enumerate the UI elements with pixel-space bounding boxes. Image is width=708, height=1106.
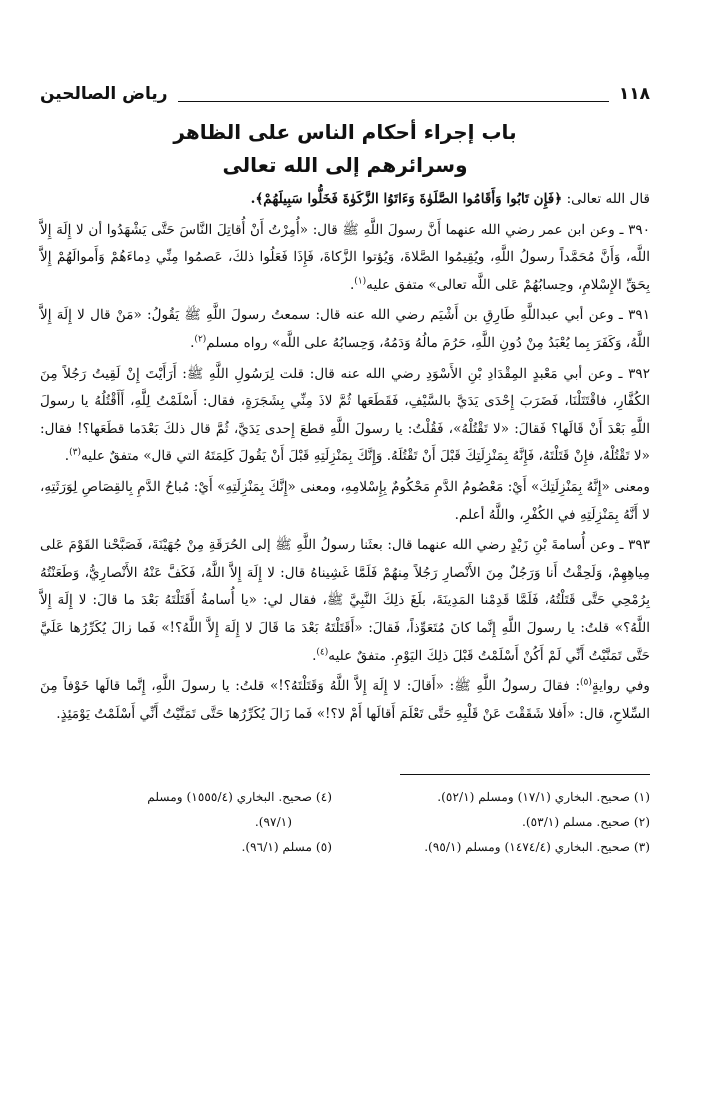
hadith-paragraph: ٣٩٢ ـ وعن أبي مَعْبدٍ المِقْدَادِ بْنِ الأَسْوَدِ رضي الله عنه قال: قلت لِرَسُولِ اللَّهِ ﷺ: أَرَأَيْتَ إِنْ لَقِيتُ رَجُلاً مِنَ الكُفَّارِ، فاقْتَتَلْنَا، فَضَرَبَ إِحْدَى يَدَيَّ بالسَّيْفِ، فَقَطَعَها ثُمَّ لاذَ مِنِّي بِشَجَرَةٍ، فقال: أَسْلَمْتُ لِلَّهِ، أَأَقْتُلُهُ يا رسولَ اللَّهِ بَعْدَ أَنْ قَالَها؟ فَقالَ: «لا تَقْتُلْهُ»، فَقُلْتُ: يا رسولَ اللَّهِ قطعَ إِحدى يَدَيَّ، ثُمَّ قال ذلكَ بَعْدَما قطَعَها؟! فقال: «لا تَقْتُلْهُ، فإِنْ قَتَلْتَهُ، فَإِنَّهُ بِمَنْزِلَتِكَ قَبْلَ أَنْ تَقْتُلَهُ. وَإِنَّكَ بِمَنْزِلَتِهِ قَبْلَ أَنْ يَقُولَ كَلِمَتَهُ التي قال» متفقٌ عليه$^{(٣)}$.	[40, 365, 650, 465]
footnote-ref: (٣)	[69, 447, 81, 458]
hadith-paragraph: ٣٩١ ـ وعن أبي عبداللَّهِ طَارِقِ بن أَشْيَم رضي الله عنه قال: سمعتُ رسولَ اللَّهِ ﷺ يَقُولُ: «مَنْ قال لا إِلَهَ إِلاَّ اللَّهُ، وَكَفَرَ بِما يُعْبَدُ مِنْ دُونِ اللَّهِ، حَرُمَ مالُهُ وَدَمُهُ، وَحِسابُهُ على اللَّه» رواه مسلم$^{(٢)}$.	[40, 307, 650, 351]
footnotes-right-column	[358, 785, 650, 860]
narration-paragraph	[40, 673, 650, 728]
main-text	[40, 186, 650, 728]
hadith-text: ـ وعن أبي عبداللَّهِ طَارِقِ بن أَشْيَم رضي الله عنه قال: سمعتُ رسولَ اللَّهِ ﷺ يَقُولُ: «مَنْ قال لا إِلَهَ إِلاَّ اللَّهُ، وَكَفَرَ بِما يُعْبَدُ مِنْ دُونِ اللَّهِ، حَرُمَ مالُهُ وَدَمُهُ، وَحِسابُهُ على اللَّه» رواه مسلم	[40, 307, 650, 351]
narration-text: : فقالَ رسولُ اللَّهِ ﷺ: «أَقالَ: لا إِلَهَ إِلاَّ اللَّهُ وَقَتَلْتَهُ؟!» قلتُ: يا رسولَ اللَّهِ، إِنَّما قالَها خَوْفاً مِنَ السِّلاحِ، قال: «أَفلا شَقَقْتَ عَنْ قَلْبِهِ حَتَّى تَعْلَمَ أَقالَها أَمْ لا؟!» فَما زَالَ يُكَرِّرُها حَتَّى تَمَنَّيْتُ أَنِّي أَسْلَمْتُ يَوْمَئِذٍ.	[40, 678, 650, 722]
footnote-item: (٤) صحيح. البخاري (١٥٥٥/٤) ومسلم	[147, 790, 332, 805]
hadith-number: ٣٩٢	[628, 365, 650, 382]
footnote-rule	[400, 774, 650, 775]
footnote-item: (٢) صحيح. مسلم (٥٣/١).	[521, 815, 650, 830]
explanation-paragraph: ومعنى «إِنَّهُ بِمَنْزِلَتِكَ» أَيْ: مَعْصُومُ الدَّمِ مَحْكُومٌ بِإِسْلامِهِ، ومعنى «إِنَّكَ بِمَنْزِلَتِهِ» أَيْ: مُباحُ الدَّمِ بِالقِصَاصِ لِوَرَثَتِهِ، لا أَنَّهُ بِمَنْزِلَتِهِ في الكُفْرِ، واللَّهُ أعلم.	[40, 478, 650, 523]
footnote-item: (١) صحيح. البخاري (١٧/١) ومسلم (٥٢/١).	[437, 790, 650, 805]
footnote-item: (٥) مسلم (٩٦/١).	[241, 840, 332, 855]
hadith-number: ٣٩١	[628, 307, 650, 324]
hadith-number: ٣٩٣	[628, 537, 650, 554]
page-number: ١١٨	[618, 84, 650, 104]
page-header	[40, 78, 650, 110]
footnotes-left-column	[40, 785, 332, 860]
hadith-text: ـ وعن أبي مَعْبدٍ المِقْدَادِ بْنِ الأَسْوَدِ رضي الله عنه قال: قلت لِرَسُولِ اللَّهِ ﷺ: أَرَأَيْتَ إِنْ لَقِيتُ رَجُلاً مِنَ الكُفَّارِ، فاقْتَتَلْنَا، فَضَرَبَ إِحْدَى يَدَيَّ بالسَّيْفِ، فَقَطَعَها ثُمَّ لاذَ مِنِّي بِشَجَرَةٍ، فقال: أَسْلَمْتُ لِلَّهِ، أَأَقْتُلُهُ يا رسولَ اللَّهِ بَعْدَ أَنْ قَالَها؟ فَقالَ: «لا تَقْتُلْهُ»، فَقُلْتُ: يا رسولَ اللَّهِ قطعَ إِحدى يَدَيَّ، ثُمَّ قال ذلكَ بَعْدَما قطَعَها؟! فقال: «لا تَقْتُلْهُ، فإِنْ قَتَلْتَهُ، فَإِنَّهُ بِمَنْزِلَتِكَ قَبْلَ أَنْ تَقْتُلَهُ. وَإِنَّكَ بِمَنْزِلَتِهِ قَبْلَ أَنْ يَقُولَ كَلِمَتَهُ التي قال» متفقٌ عليه	[40, 365, 650, 465]
footnote-ref: (٥)	[580, 677, 592, 688]
chapter-title-line1: باب إجراء أحكام الناس على الظاهر	[173, 120, 517, 144]
header-rule	[178, 101, 609, 102]
book-title: رياض الصالحين	[40, 84, 168, 104]
footnotes	[40, 785, 650, 860]
hadith-paragraph: ٣٩٣ ـ وعن أُسامةَ بْنِ زَيْدٍ رضي الله عنهما قال: بعثَنا رسولُ اللَّهِ ﷺ إلى الحُرَقَةِ مِنْ جُهَيْنَةَ، فَصَبَّحْنا القَوْمَ عَلى مِياهِهِمْ، وَلَحِقْتُ أَنا وَرَجُلٌ مِنَ الأَنْصارِ رَجُلاً مِنهُمْ فَلَمَّا غَشِيناهُ قال: لا إِلَهَ إِلاَّ اللَّهُ، فَكَفَّ عَنْهُ الأَنْصارِيُّ، وَطَعَنْتُهُ بِرُمْحِي حَتَّى قَتَلْتُهُ، فَلَمَّا قَدِمْنا المَدِينَةَ، بلَغَ ذلِكَ النَّبِيَّ ﷺ، فقال لي: «يا أُسامةُ أَقَتَلْتَهُ بَعْدَ ما قالَ: لا إِلَهَ إِلاَّ اللَّهُ؟» قلتُ: يا رسولَ اللَّهِ إِنَّما كانَ مُتَعَوِّذاً، فَقالَ: «أَقَتَلْتَهُ بَعْدَ مَا قَالَ لا إِلَهَ إِلاَّ اللَّهُ؟!» فَما زالَ يُكَرِّرُها عَلَيَّ حَتَّى تَمَنَّيْتُ أَنِّي لَمْ أَكُنْ أَسْلَمْتُ قَبْلَ ذلِكَ اليَوْمِ. متفقٌ عليه$^{(٤)}$.	[40, 537, 650, 664]
intro-paragraph	[40, 186, 650, 214]
hadith-paragraph: ٣٩٠ ـ وعن ابن عمر رضي الله عنهما أَنَّ رسولَ اللَّهِ ﷺ قال: «أُمِرْتُ أَنْ أُقاتِلَ النَّاسَ حَتَّى يَشْهَدُوا أن لا إِلَهَ إِلاَّ اللَّه، وَأَنَّ مُحَمَّداً رسولُ اللَّهِ، ويُقِيمُوا الصَّلاةَ، وَيُؤتوا الزَّكاةَ، فَإِذَا فَعَلُوا ذلكَ، عَصمُوا مِنِّي دِماءَهُمْ وَأَموالَهُمْ إِلاَّ بِحَقِّ الإِسْلامِ، وحِسابُهُمْ عَلى اللَّه تعالى» متفق عليه$^{(١)}$.	[40, 221, 650, 293]
chapter-title-line2: وسرائرهم إلى الله تعالى	[222, 153, 468, 177]
chapter-title	[40, 116, 650, 182]
footnote-item: (٩٧/١).	[254, 815, 292, 830]
hadith-number: ٣٩٠	[628, 221, 650, 238]
hadith-text: ـ وعن ابن عمر رضي الله عنهما أَنَّ رسولَ اللَّهِ ﷺ قال: «أُمِرْتُ أَنْ أُقاتِلَ النَّاسَ حَتَّى يَشْهَدُوا أن لا إِلَهَ إِلاَّ اللَّه، وَأَنَّ مُحَمَّداً رسولُ اللَّهِ، ويُقِيمُوا الصَّلاةَ، وَيُؤتوا الزَّكاةَ، فَإِذَا فَعَلُوا ذلكَ، عَصمُوا مِنِّي دِماءَهُمْ وَأَموالَهُمْ إِلاَّ بِحَقِّ الإِسْلامِ، وحِسابُهُمْ عَلى اللَّه تعالى» متفق عليه	[40, 221, 650, 293]
quran-verse: ﴿فَإِن تَابُوا وَأَقَامُوا الصَّلَوٰةَ وَءَاتَوُا الزَّكَوٰةَ فَخَلُّوا سَبِيلَهُمْ﴾.	[250, 191, 563, 207]
footnote-ref: (٢)	[194, 334, 207, 345]
footnote-item: (٣) صحيح. البخاري (١٤٧٤/٤) ومسلم (٩٥/١).	[424, 840, 650, 855]
intro-lead: قال الله تعالى:	[562, 191, 650, 207]
narration-lead: وفي روايةٍ	[591, 678, 650, 695]
footnote-ref: (٤)	[316, 646, 329, 657]
footnote-ref: (١)	[354, 276, 367, 287]
hadith-text: ـ وعن أُسامةَ بْنِ زَيْدٍ رضي الله عنهما قال: بعثَنا رسولُ اللَّهِ ﷺ إلى الحُرَقَةِ مِنْ جُهَيْنَةَ، فَصَبَّحْنا القَوْمَ عَلى مِياهِهِمْ، وَلَحِقْتُ أَنا وَرَجُلٌ مِنَ الأَنْصارِ رَجُلاً مِنهُمْ فَلَمَّا غَشِيناهُ قال: لا إِلَهَ إِلاَّ اللَّهُ، فَكَفَّ عَنْهُ الأَنْصارِيُّ، وَطَعَنْتُهُ بِرُمْحِي حَتَّى قَتَلْتُهُ، فَلَمَّا قَدِمْنا المَدِينَةَ، بلَغَ ذلِكَ النَّبِيَّ ﷺ، فقال لي: «يا أُسامةُ أَقَتَلْتَهُ بَعْدَ ما قالَ: لا إِلَهَ إِلاَّ اللَّهُ؟» قلتُ: يا رسولَ اللَّهِ إِنَّما كانَ مُتَعَوِّذاً، فَقالَ: «أَقَتَلْتَهُ بَعْدَ مَا قَالَ لا إِلَهَ إِلاَّ اللَّهُ؟!» فَما زالَ يُكَرِّرُها عَلَيَّ حَتَّى تَمَنَّيْتُ أَنِّي لَمْ أَكُنْ أَسْلَمْتُ قَبْلَ ذلِكَ اليَوْمِ. متفقٌ عليه	[40, 537, 650, 664]
